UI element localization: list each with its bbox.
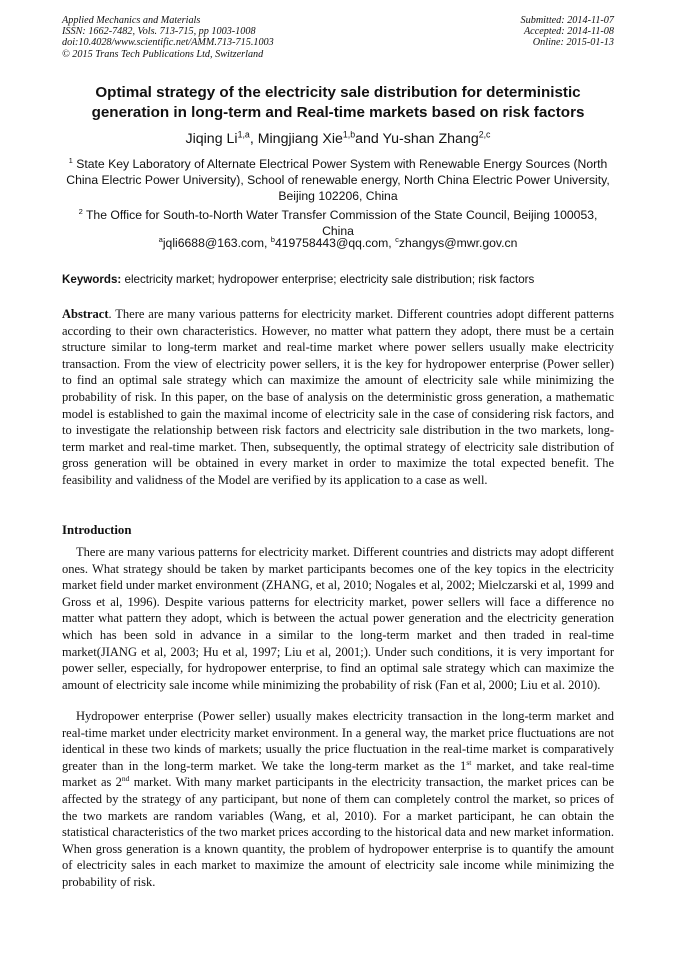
email-marker: a bbox=[158, 234, 163, 244]
email-marker: c bbox=[395, 234, 399, 244]
affiliation-text: State Key Laboratory of Alternate Electrical Power System with Renewable Energy Sources (North China Electric Power University), School of renewable energy, North China Electric Power University, Beijing 102206, China bbox=[66, 157, 610, 204]
author-list: Jiqing Li$^{1,a}$, Mingjiang Xie$^{1,b}$and Yu-shan Zhang$^{2,c}$ bbox=[185, 129, 491, 147]
author-name: Jiqing Li bbox=[185, 131, 238, 147]
journal-name: Applied Mechanics and Materials bbox=[62, 15, 201, 26]
affiliation-1 bbox=[62, 156, 614, 205]
submitted-date: Submitted: 2014-11-07 bbox=[520, 15, 614, 26]
journal-doi: doi:10.4028/www.scientific.net/AMM.713-715.1003 bbox=[62, 37, 274, 49]
journal-issn: ISSN: 1662-7482, Vols. 713-715, pp 1003-1008 bbox=[62, 26, 256, 38]
intro-paragraph-2 bbox=[62, 708, 614, 891]
ordinal-suffix: st bbox=[466, 757, 472, 767]
author-emails bbox=[62, 235, 614, 251]
keywords-text: electricity market; hydropower enterprise; electricity sale distribution; risk factors bbox=[124, 273, 535, 286]
email-marker: b bbox=[270, 234, 275, 244]
online-date: Online: 2015-01-13 bbox=[532, 37, 614, 49]
paragraph-text: market, and take real-time market as 2 bbox=[62, 758, 615, 790]
author-affil-marker: 2,c bbox=[478, 129, 491, 140]
paper-title bbox=[62, 83, 614, 122]
keywords bbox=[62, 272, 614, 287]
paragraph-text: market. With many market participants in the electricity transaction, the market prices can be affected by the strategy of any participant, but none of them can completely control the market, so prices of the two markets are random variables (Wang, et al, 2010). For a market participant, he can obtain the statistical characteristics of the two market prices according to the historical data and new market information. When gross generation is a known quantity, the problem of hydropower enterprise is to quantify the amount of electricity sales in each market to maximize the amount of electricity sale income while minimizing the probability of risk. bbox=[62, 775, 615, 889]
email-link[interactable]: zhangys@mwr.gov.cn bbox=[398, 236, 518, 250]
affiliation-marker: 1 bbox=[68, 155, 73, 165]
email-link[interactable]: jqli6688@163.com, bbox=[162, 236, 271, 250]
section-heading-introduction: Introduction bbox=[62, 523, 132, 537]
author-name: Mingjiang Xie bbox=[257, 131, 343, 147]
intro-paragraph-1: There are many various patterns for electricity market. Different countries and districts may adopt different ones. What strategy should be taken by market participants becomes one of the key topics in the electricity market field under market environment (ZHANG, et al, 2010; Nogales et al, 2002; Mielczarski et al, 1999 and Gross et al, 1996). Despite various patterns for electricity market, power sellers will face a difference no matter what pattern they adopt, which is between the actual power generation and the electricity generation which has been sold in advance in a similar to the long-term market and then traded in real-time market(JIANG et al, 2003; Hu et al, 1997; Liu et al, 2001;). Under such conditions, it is very important for power seller, especially, for hydropower enterprise, to find an optimal sale strategy which can maximize the amount of electricity sale income while minimizing the probability of risk (Fan et al, 2000; Liu et al. 2010). bbox=[62, 545, 614, 692]
author-affil-marker: 1,b bbox=[342, 129, 356, 140]
affiliation-text: The Office for South-to-North Water Transfer Commission of the State Council, Beijing 100053, China bbox=[85, 208, 598, 239]
author-name: and Yu-shan Zhang bbox=[355, 131, 479, 147]
ordinal-suffix: nd bbox=[121, 774, 130, 784]
author-affil-marker: 1,a bbox=[237, 129, 250, 140]
abstract bbox=[62, 306, 614, 489]
title-line-2: generation in long-term and Real-time markets based on risk factors bbox=[91, 103, 585, 121]
title-line-1: Optimal strategy of the electricity sale distribution for deterministic bbox=[95, 84, 581, 101]
accepted-date: Accepted: 2014-11-08 bbox=[523, 26, 614, 38]
journal-header-right bbox=[521, 15, 614, 49]
email-link[interactable]: 419758443@qq.com, bbox=[274, 236, 396, 250]
abstract-text: . There are many various patterns for electricity market. Different countries adopt different patterns according to their own characteristics. However, no matter what pattern they adopt, there must be a certain structure similar to long-term market and real-time market where power sellers usually make electricity transaction. From the view of electricity power sellers, it is the key for hydropower enterprise (Power seller) to find an optimal sale strategy which can maximize the amount of electricity sale while minimizing the probability of risk. In this paper, on the base of analysis on the deterministic gross generation, a mathematic model is established to gain the maximal income of electricity sale in the case of considering risk factors, and to investigate the relationship between risk factors and electricity sale distribution in the two markets, long-term market and real-time market. Then, subsequently, the optimal strategy of electricity sale distribution of gross generation will be obtained in every market in order to maximize the total expected benefit. The feasibility and validness of the Model are verified by its application to a case as well. bbox=[62, 307, 614, 487]
journal-header-left bbox=[62, 15, 274, 60]
keywords-label: Keywords: bbox=[62, 273, 122, 286]
affiliation-marker: 2 bbox=[78, 206, 83, 216]
journal-copyright: © 2015 Trans Tech Publications Ltd, Switzerland bbox=[62, 48, 264, 60]
abstract-label: Abstract bbox=[62, 307, 109, 321]
paragraph-text: Hydropower enterprise (Power seller) usually makes electricity transaction in the long-term market and real-time market under electricity market environment. In a general way, the market price fluctuations are not identical in these two kinds of markets; usually the price fluctuation in the real-time market is comparatively greater than in the long-term market. We take the long-term market as the 1 bbox=[62, 709, 614, 773]
